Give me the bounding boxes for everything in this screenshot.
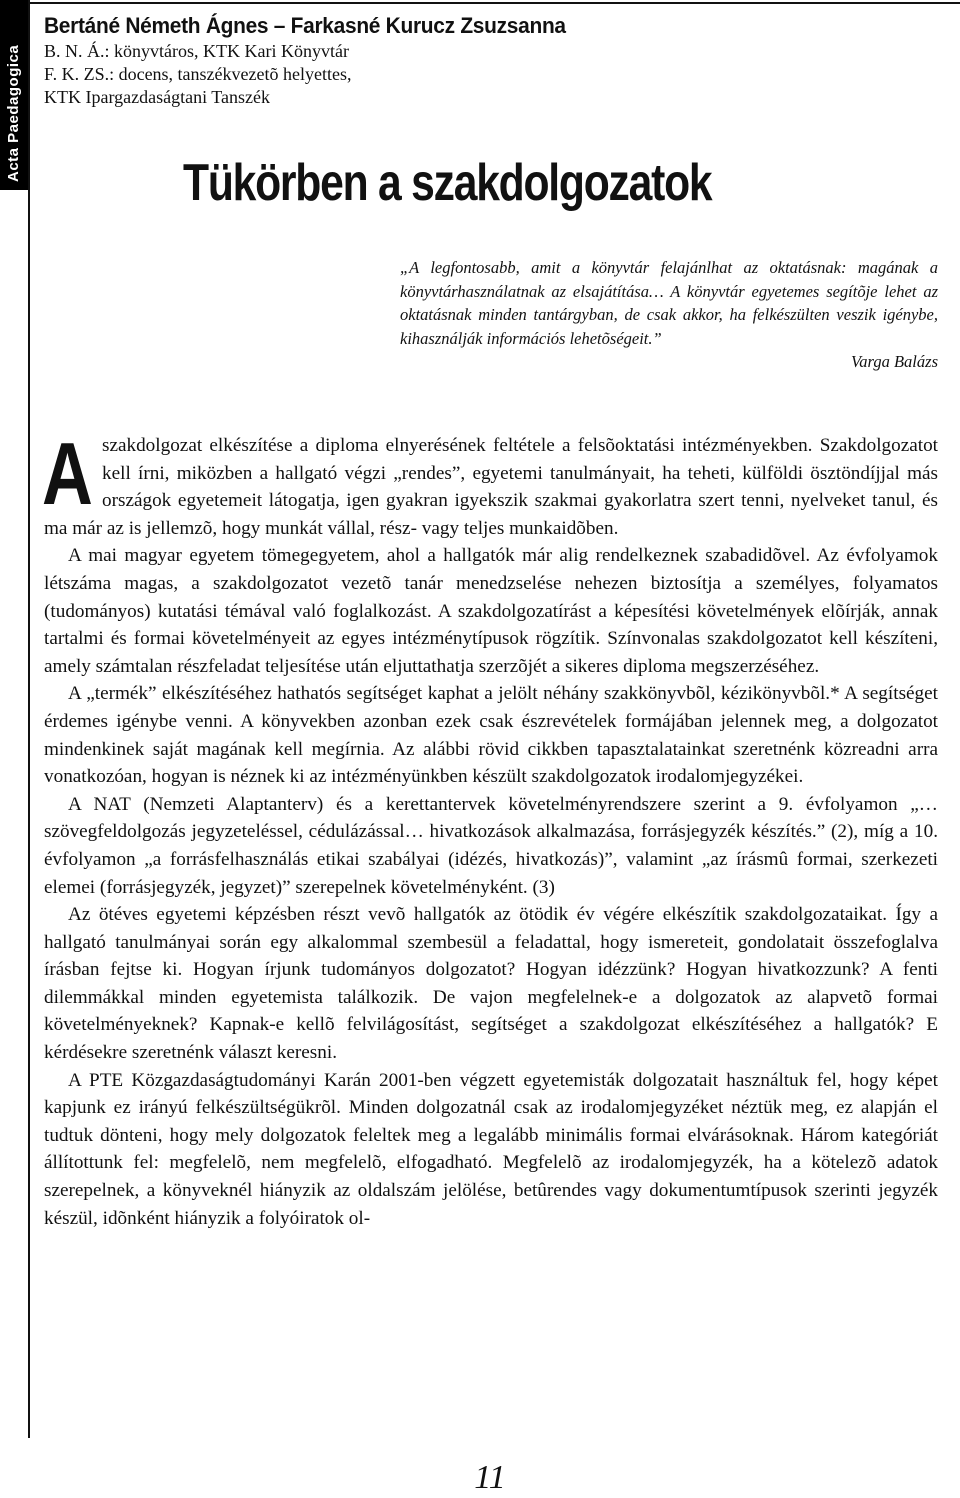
epigraph-quote: „A legfontosabb, amit a könyvtár felajánlhat az oktatásnak: magának a könyvtárhasználatnak az elsajátítása… A könyvtár egyetemes segítõje lehet az oktatásnak minden tantárgyban, de csak akkor, ha felkészülten veszik igénybe, kihasználják információs lehetõségeit.” [400,258,938,348]
affiliation-line: KTK Ipargazdaságtani Tanszék [44,87,270,107]
drop-cap: A [42,424,93,523]
body-paragraph: A PTE Közgazdaságtudományi Karán 2001-ben végzett egyetemisták dolgozatait használtuk fel, hogy képet kapjunk ez irányú felkészültségükrõl. Minden dolgozatnál csak az irodalomjegyzéket néztük meg, ez alapján el tudtuk dönteni, hogy mely dolgozatok feleltek meg a legalább minimális formai elvárásoknak. Három kategóriát állítottunk fel: megfelelõ, nem megfelelõ, elfogadható. Megfelelõ az irodalomjegyzék, ha a kötelezõ adatok szerepelnek, a könyveknél hiányzik az oldalszám jelölése, betûrendes vagy dokumentumtípusok szerinti jegyzék készül, idõnként hiányzik a folyóiratok ol- [44,1069,938,1229]
epigraph-author: Varga Balázs [851,352,938,371]
epigraph [400,256,938,374]
author-names: Bertáné Németh Ágnes – Farkasné Kurucz Zsuzsanna [44,13,566,38]
affiliation-line: F. K. ZS.: docens, tanszékvezetõ helyettes, [44,64,352,84]
journal-name: Acta Paedagogica [5,44,22,182]
body-paragraph: Az ötéves egyetemi képzésben részt vevõ hallgatók az ötödik év végére elkészítik szakdolgozataikat. Így a hallgató tanulmányai során egy alkalommal szembesül a feladattal, hogy ismereteit, gondolatait összefoglalva írásban fejtse ki. Hogyan írjunk tudományos dolgozatot? Hogyan idézzünk? Hogyan hivatkozzunk? A fenti dilemmákkal minden egyetemista találkozik. De vajon megfelelnek-e a dolgozatok az alapvetõ formai követelményeknek? Kapnak-e kellõ felvilágosítást, segítséget a szakdolgozat elkészítéséhez a hallgatók? E kérdésekre szeretnénk választ keresni. [44,904,938,1064]
article-header [44,12,644,109]
affiliation-line: B. N. Á.: könyvtáros, KTK Kari Könyvtár [44,41,349,61]
left-border-rule [28,0,30,1438]
body-paragraph [42,424,938,542]
article-title: Tükörben a szakdolgozatok [183,154,712,212]
article-body [42,424,938,1232]
body-paragraph: A mai magyar egyetem tömegegyetem, ahol a hallgatók már alig rendelkeznek szabadidõvel. Az évfolyamok létszáma magas, a szakdolgozatot vezetõ tanár menedzselése nehezen biztosítja a személyes, folyamatos (tudományos) kutatási témával való foglalkozást. A szakdolgozatírást a képesítési követelmények elõírják, annak tartalmi és formai követelményeit az egyes intézménytípusok rögzítik. Színvonalas szakdolgozatot kell készíteni, amely számtalan részfeladat teljesítése után eljuttathatja szerzõjét a sikeres diploma megszerzéséhez. [44,545,938,677]
page-number: 11 [474,1459,506,1496]
journal-side-tab [0,0,28,190]
paragraph-text: szakdolgozat elkészítése a diploma elnyerésének feltétele a felsõoktatási intézményekben. Szakdolgozatot kell írni, miközben a hallgató végzi „rendes”, egyetemi tanulmányait, ha teheti, külföldi ösztöndíjjal más országok egyetemeit látogatja, igen gyakran igyekszik szakmai gyakorlatra szert tenni, nyelveket tanul, és ma már az is jellemzõ, hogy munkát vállal, rész- vagy teljes munkaidõben. [44,435,938,539]
body-paragraph: A NAT (Nemzeti Alaptanterv) és a kerettantervek követelményrendszere szerint a 9. évfolyamon „…szövegfeldolgozás jegyzeteléssel, cédulázással… hivatkozások alkalmazása, forrásjegyzék készítés.” (2), míg a 10. évfolyamon „a forrásfelhasználás etikai szabályai (idézés, hivatkozás)”, valamint „az írásmû formai, szerkezeti elemei (forrásjegyzék, jegyzet)” szerepelnek követelményként. (3) [44,793,938,898]
top-border-rule [28,2,960,4]
body-paragraph: A „termék” elkészítéséhez hathatós segítséget kaphat a jelölt néhány szakkönyvbõl, kézikönyvbõl.* A segítséget érdemes igénybe venni. A könyvekben azonban ezek csak észrevételek formájában jelennek meg, a dolgozatot mindenkinek saját magának kell megírnia. Az alábbi rövid cikkben tapasztalatainkat szeretnénk közreadni arra vonatkozóan, hogyan is néznek ki az intézményünkben készült szakdolgozatok irodalomjegyzékei. [44,683,938,788]
